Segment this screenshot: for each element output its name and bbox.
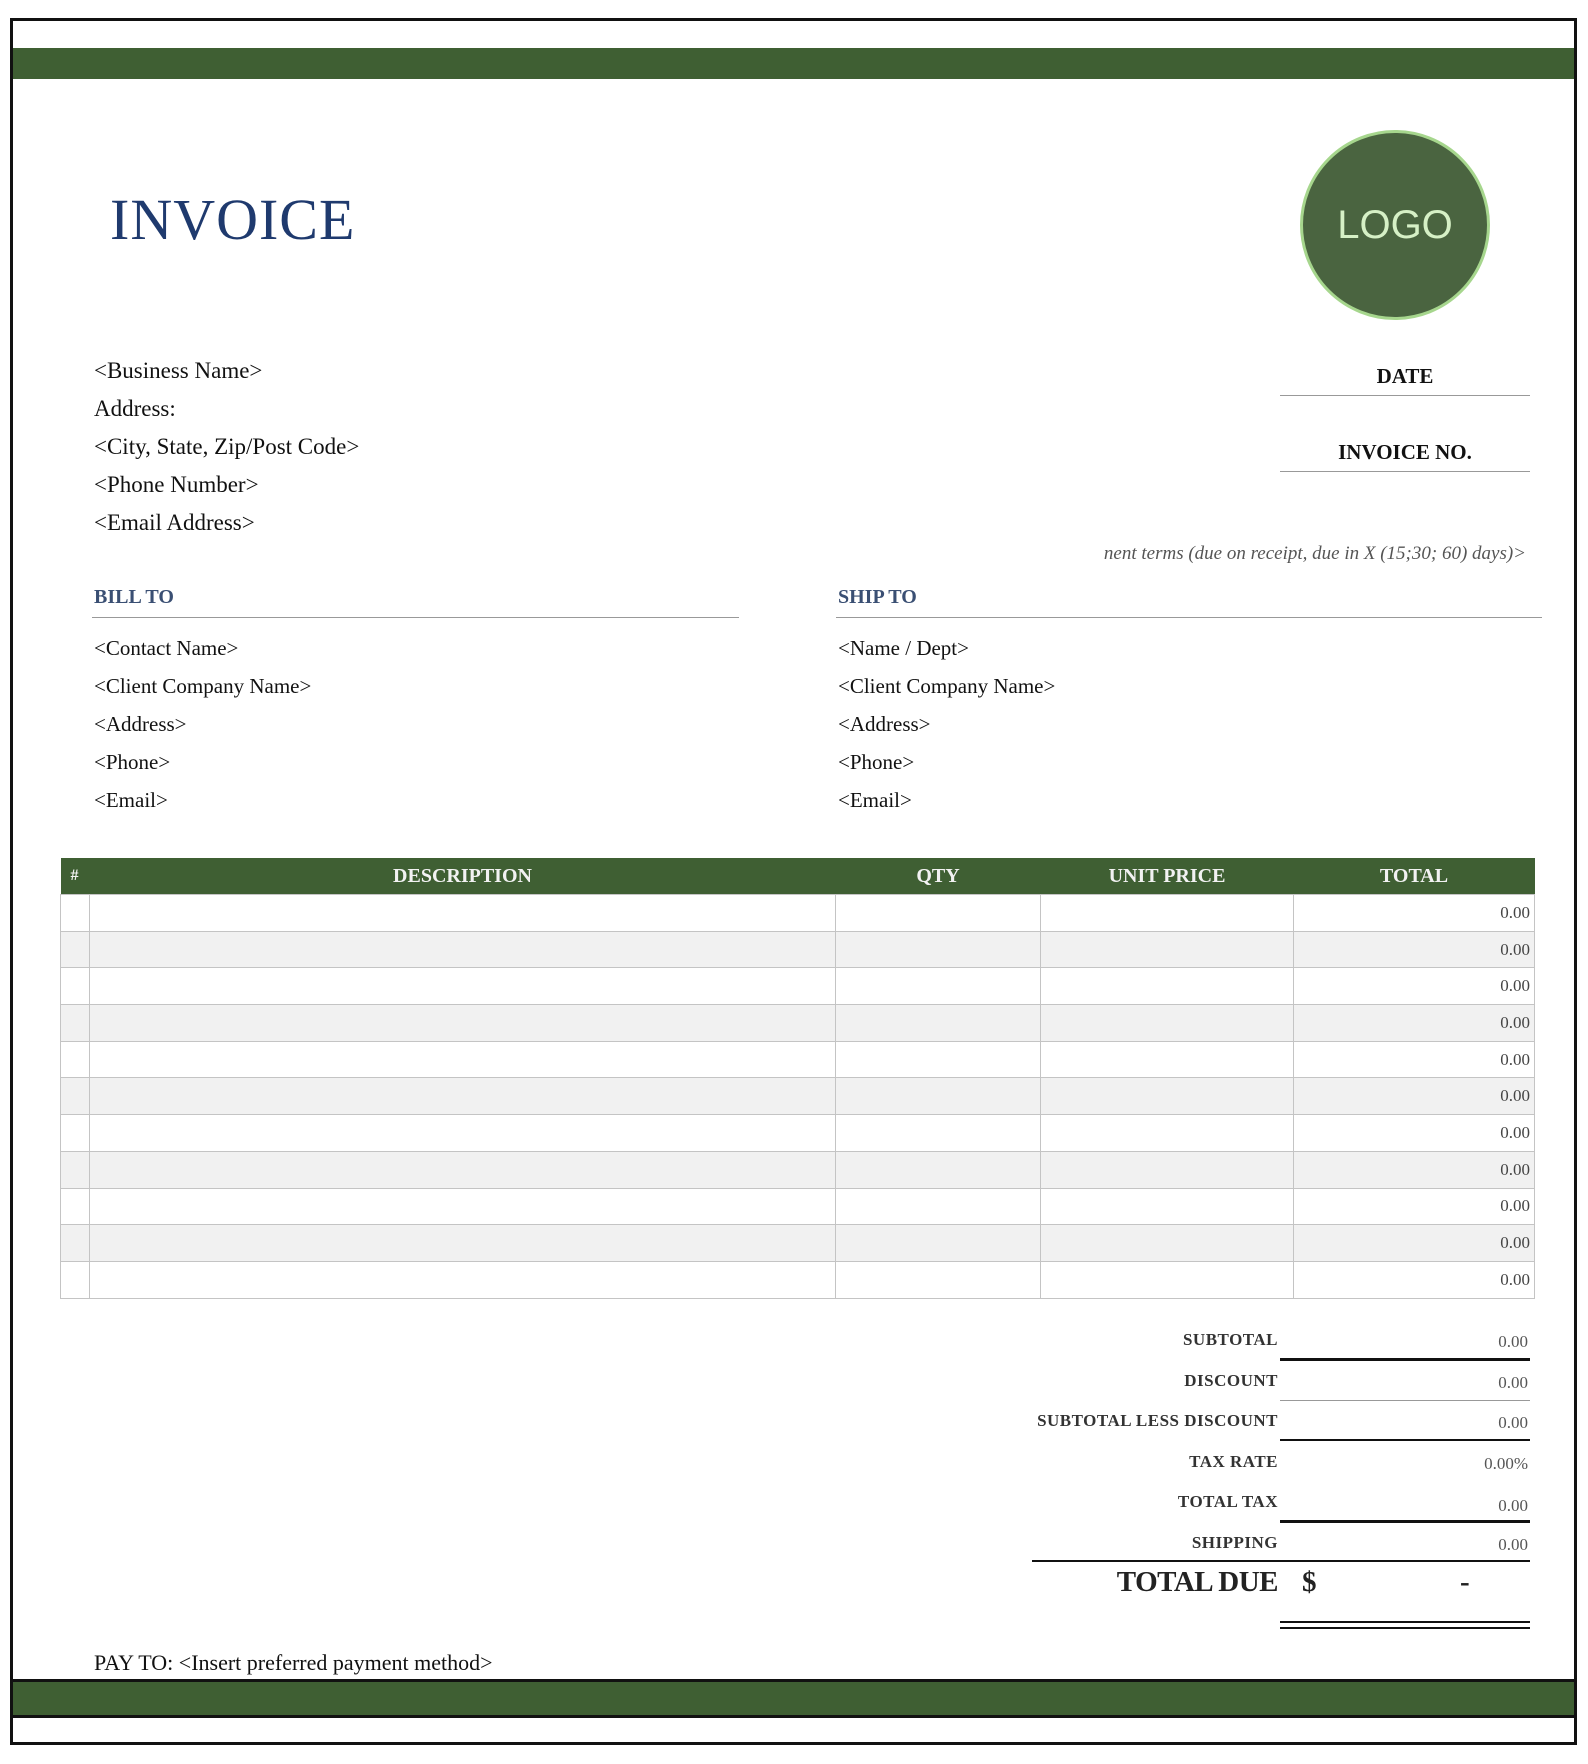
cell-unit-price[interactable] [1041, 931, 1294, 968]
ship-to-phone: <Phone> [838, 750, 915, 774]
bill-to-company: <Client Company Name> [94, 674, 312, 698]
total-due-rule-1 [1280, 1621, 1530, 1623]
bottom-band [13, 1679, 1574, 1718]
cell-num[interactable] [61, 1005, 90, 1042]
cell-unit-price[interactable] [1041, 1078, 1294, 1115]
cell-unit-price[interactable] [1041, 1151, 1294, 1188]
cell-num[interactable] [61, 1151, 90, 1188]
invoice-no-label: INVOICE NO. [1338, 440, 1472, 464]
payment-terms: nent terms (due on receipt, due in X (15;30; 60) days)> [1103, 543, 1526, 564]
top-band [13, 48, 1574, 79]
cell-total: 0.00 [1294, 968, 1535, 1005]
cell-total: 0.00 [1294, 1151, 1535, 1188]
table-row [61, 895, 1535, 932]
bill-to-heading: BILL TO [94, 586, 174, 608]
cell-description[interactable] [90, 931, 836, 968]
discount-label: DISCOUNT [1184, 1371, 1278, 1390]
business-name: <Business Name> [94, 358, 263, 383]
cell-num[interactable] [61, 1115, 90, 1152]
table-row [61, 968, 1535, 1005]
cell-description[interactable] [90, 1005, 836, 1042]
shipping-label: SHIPPING [1191, 1533, 1278, 1552]
invoice-no-field[interactable] [1280, 471, 1530, 472]
business-address: Address: [94, 396, 176, 421]
cell-qty[interactable] [836, 1225, 1041, 1262]
cell-description[interactable] [90, 1261, 836, 1298]
cell-unit-price[interactable] [1041, 968, 1294, 1005]
subtotal-label: SUBTOTAL [1182, 1330, 1278, 1349]
cell-total: 0.00 [1294, 895, 1535, 932]
cell-qty[interactable] [836, 1188, 1041, 1225]
cell-num[interactable] [61, 1225, 90, 1262]
cell-num[interactable] [61, 1041, 90, 1078]
cell-total: 0.00 [1294, 1261, 1535, 1298]
date-label: DATE [1376, 364, 1434, 388]
cell-num[interactable] [61, 1078, 90, 1115]
table-row [61, 1261, 1535, 1298]
ship-to-name: <Name / Dept> [838, 636, 969, 660]
cell-qty[interactable] [836, 931, 1041, 968]
cell-qty[interactable] [836, 895, 1041, 932]
business-city: <City, State, Zip/Post Code> [94, 434, 360, 459]
page-title: INVOICE [110, 187, 356, 252]
cell-description[interactable] [90, 1115, 836, 1152]
ship-to-rule [836, 617, 1542, 618]
table-row [61, 1115, 1535, 1152]
ship-to-heading: SHIP TO [838, 586, 917, 608]
bill-to-rule [92, 617, 739, 618]
cell-total: 0.00 [1294, 1041, 1535, 1078]
table-row [61, 1225, 1535, 1262]
cell-description[interactable] [90, 1151, 836, 1188]
cell-unit-price[interactable] [1041, 1005, 1294, 1042]
cell-num[interactable] [61, 895, 90, 932]
cell-num[interactable] [61, 931, 90, 968]
pay-to: PAY TO: <Insert preferred payment method> [94, 1650, 493, 1675]
table-header-row [61, 858, 1535, 895]
total-due-currency: $ [1302, 1566, 1317, 1598]
shipping-rule [1032, 1560, 1530, 1562]
cell-description[interactable] [90, 968, 836, 1005]
cell-total: 0.00 [1294, 1005, 1535, 1042]
bill-to-address: <Address> [94, 712, 187, 736]
cell-qty[interactable] [836, 1261, 1041, 1298]
cell-qty[interactable] [836, 1005, 1041, 1042]
business-phone: <Phone Number> [94, 472, 259, 497]
cell-total: 0.00 [1294, 1078, 1535, 1115]
cell-qty[interactable] [836, 1115, 1041, 1152]
ship-to-email: <Email> [838, 788, 912, 812]
discount-value[interactable]: 0.00 [1498, 1373, 1528, 1392]
total-tax-value: 0.00 [1498, 1496, 1528, 1515]
table-row [61, 1151, 1535, 1188]
tax-rate-label: TAX RATE [1189, 1452, 1278, 1471]
cell-qty[interactable] [836, 1151, 1041, 1188]
total-tax-rule [1280, 1520, 1530, 1523]
col-header-total: TOTAL [1294, 858, 1535, 895]
ship-to-address: <Address> [838, 712, 931, 736]
cell-description[interactable] [90, 1078, 836, 1115]
bill-to-email: <Email> [94, 788, 168, 812]
cell-num[interactable] [61, 968, 90, 1005]
cell-total: 0.00 [1294, 1225, 1535, 1262]
cell-qty[interactable] [836, 1078, 1041, 1115]
items-table [60, 858, 1535, 1299]
cell-num[interactable] [61, 1188, 90, 1225]
cell-qty[interactable] [836, 968, 1041, 1005]
tax-rate-value[interactable]: 0.00% [1484, 1454, 1528, 1473]
col-header-num: # [61, 858, 90, 895]
cell-description[interactable] [90, 1188, 836, 1225]
business-email: <Email Address> [94, 510, 255, 535]
ship-to-company: <Client Company Name> [838, 674, 1056, 698]
bill-to-phone: <Phone> [94, 750, 171, 774]
bill-to-contact: <Contact Name> [94, 636, 239, 660]
subtotal-less-discount-value: 0.00 [1498, 1413, 1528, 1432]
table-row [61, 1078, 1535, 1115]
table-row [61, 931, 1535, 968]
table-row [61, 1188, 1535, 1225]
date-field[interactable] [1280, 395, 1530, 396]
col-header-description: DESCRIPTION [90, 858, 836, 895]
subtotal-less-discount-label: SUBTOTAL LESS DISCOUNT [1037, 1411, 1278, 1430]
cell-unit-price[interactable] [1041, 1041, 1294, 1078]
cell-num[interactable] [61, 1261, 90, 1298]
subtotal-value: 0.00 [1498, 1332, 1528, 1351]
discount-rule [1280, 1400, 1530, 1401]
cell-unit-price[interactable] [1041, 1115, 1294, 1152]
total-due-value: - [1460, 1566, 1470, 1598]
total-tax-label: TOTAL TAX [1177, 1492, 1278, 1511]
col-header-unit-price: UNIT PRICE [1041, 858, 1294, 895]
subtotal-less-discount-rule [1280, 1439, 1530, 1441]
cell-unit-price[interactable] [1041, 895, 1294, 932]
cell-description[interactable] [90, 1041, 836, 1078]
cell-description[interactable] [90, 895, 836, 932]
logo: LOGO [1300, 130, 1490, 320]
shipping-value[interactable]: 0.00 [1498, 1535, 1528, 1554]
cell-unit-price[interactable] [1041, 1225, 1294, 1262]
cell-unit-price[interactable] [1041, 1261, 1294, 1298]
cell-total: 0.00 [1294, 1188, 1535, 1225]
cell-total: 0.00 [1294, 1115, 1535, 1152]
cell-description[interactable] [90, 1225, 836, 1262]
subtotal-rule [1280, 1358, 1530, 1361]
cell-total: 0.00 [1294, 931, 1535, 968]
cell-qty[interactable] [836, 1041, 1041, 1078]
table-row [61, 1005, 1535, 1042]
total-due-rule-2 [1280, 1627, 1530, 1629]
total-due-label: TOTAL DUE [1116, 1566, 1278, 1598]
cell-unit-price[interactable] [1041, 1188, 1294, 1225]
col-header-qty: QTY [836, 858, 1041, 895]
table-row [61, 1041, 1535, 1078]
